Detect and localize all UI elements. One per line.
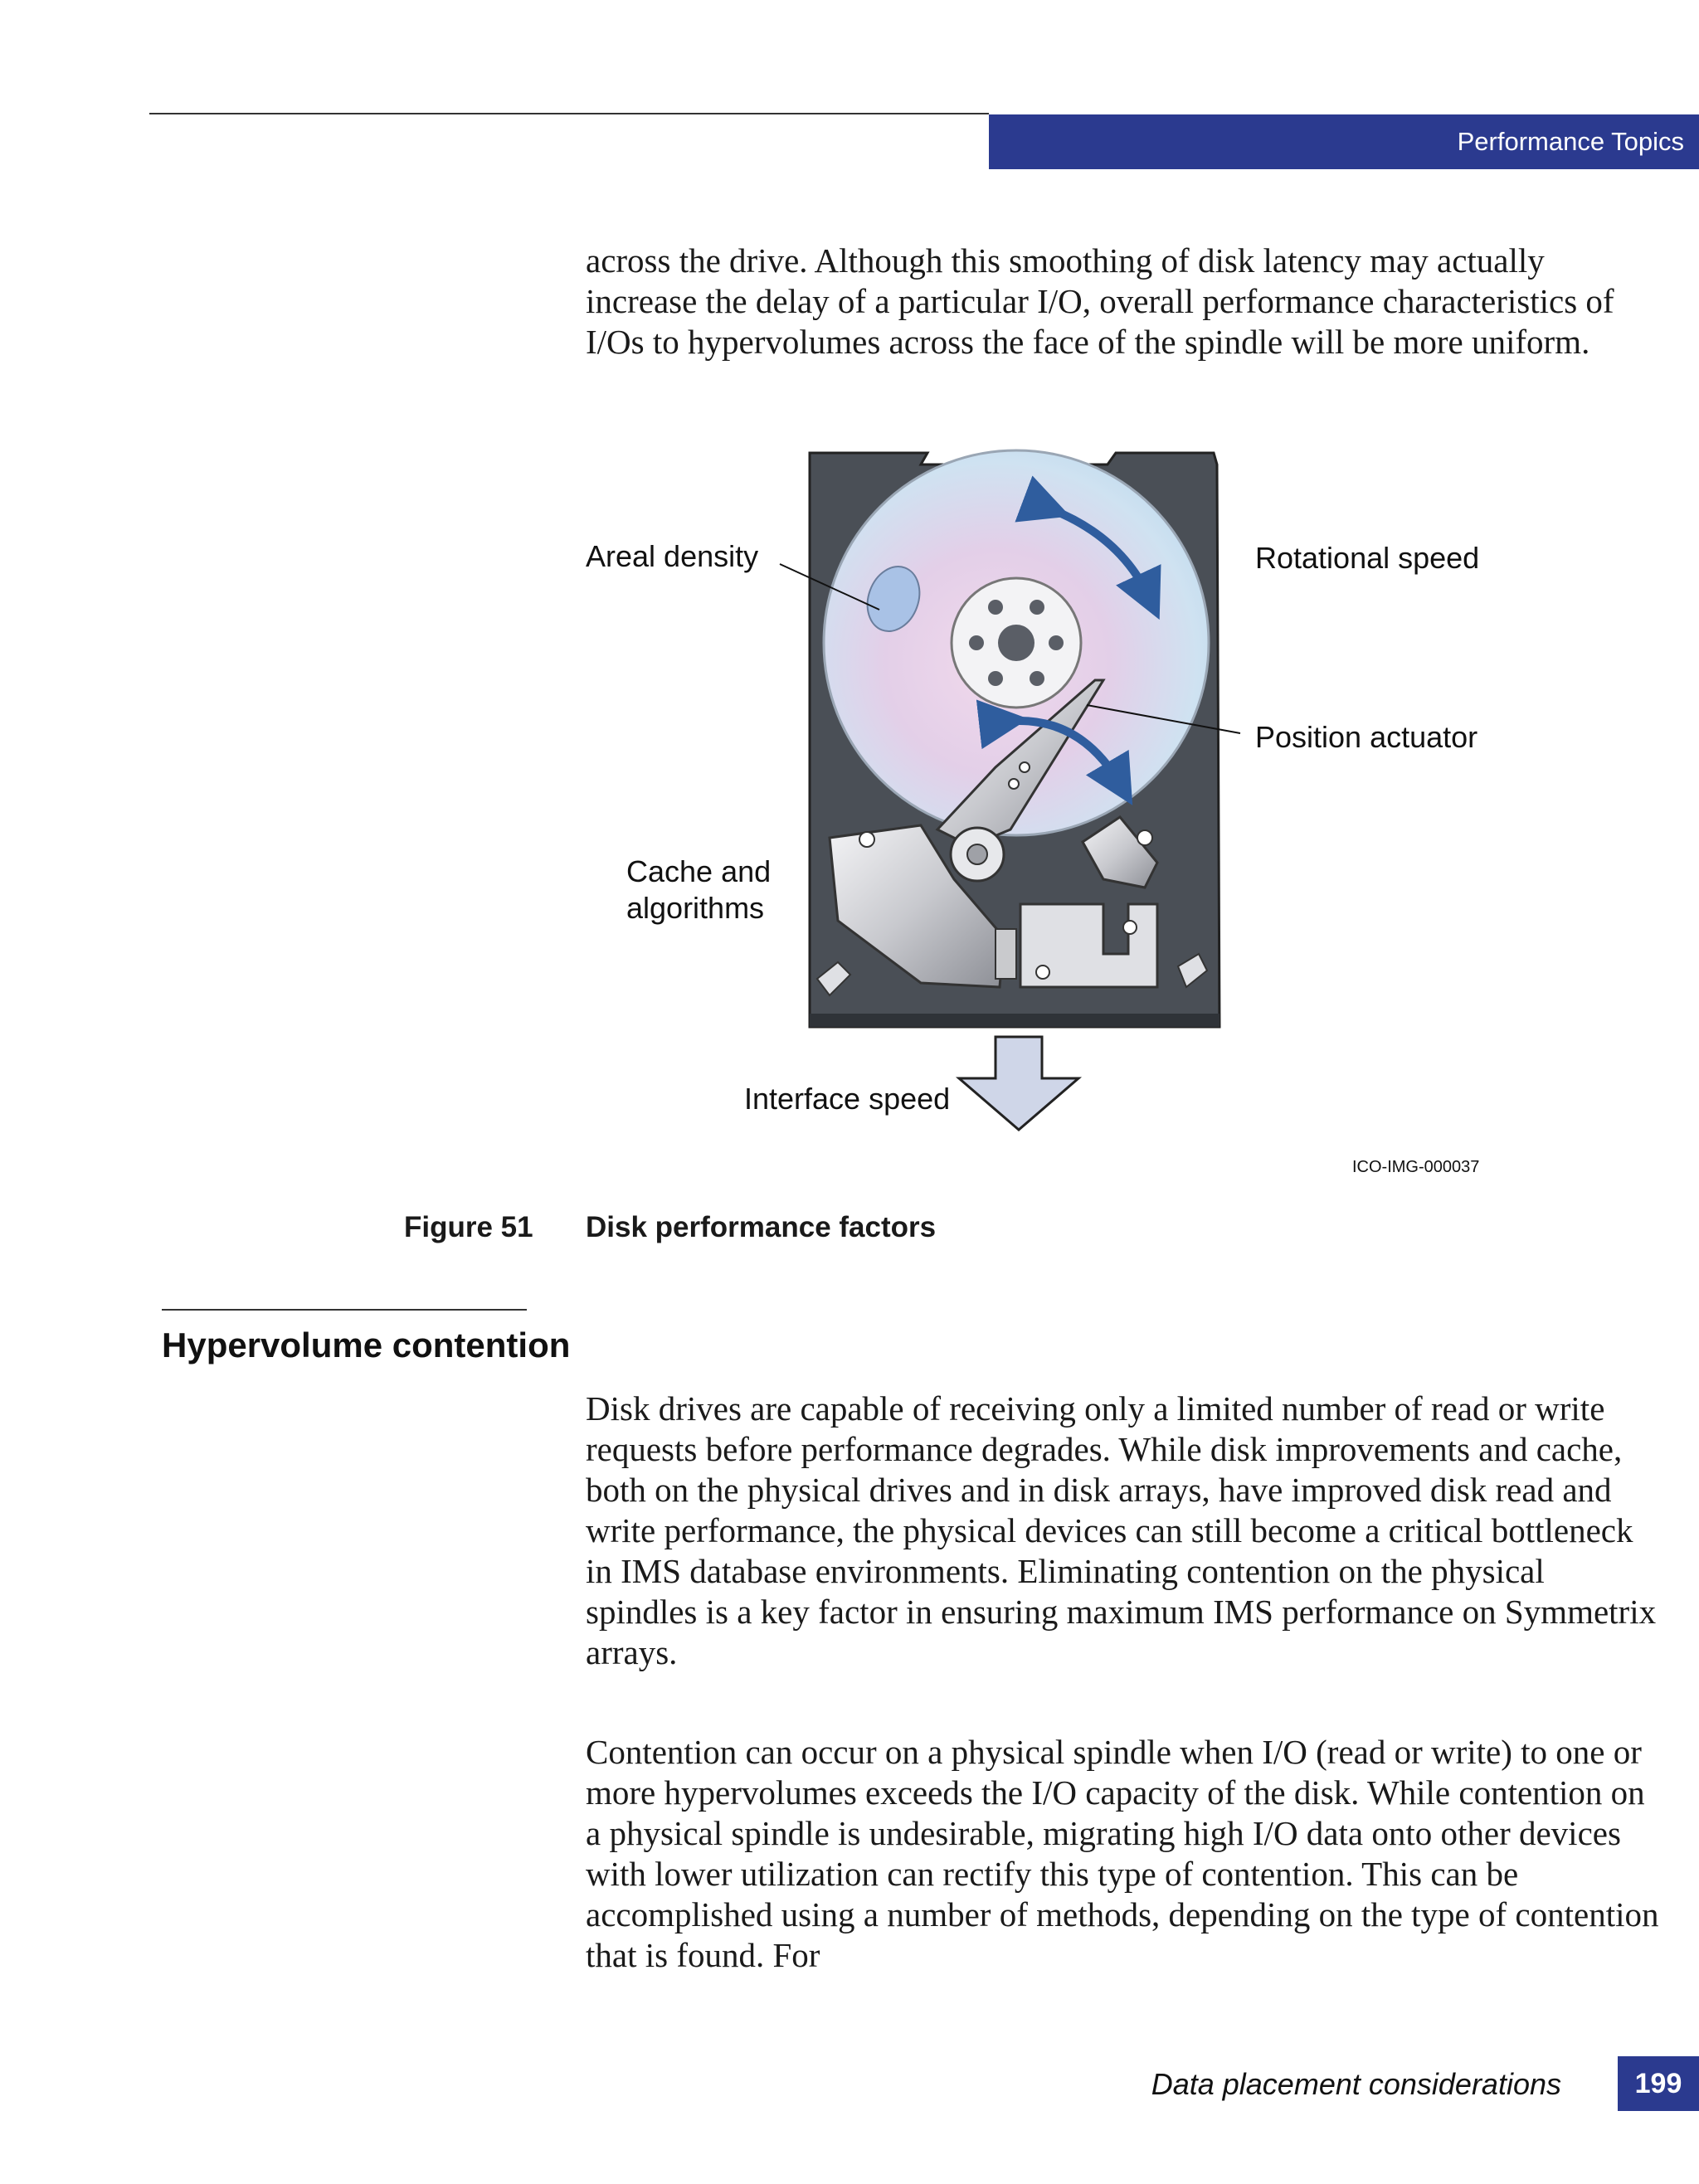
- figure-image-id: ICO-IMG-000037: [1352, 1158, 1480, 1176]
- areal-density-spot: [859, 559, 928, 639]
- section-paragraph-2: Contention can occur on a physical spindle when I/O (read or write) to one or more hypervolumes exceeds the I/O capacity of the disk. While contention on a physical spindle is undesirable, migrating high I/O data onto other devices with lower utilization can rectify this type of contention. This can be accomplished using a number of methods, depending on the type of contention that is found. For: [586, 1733, 1659, 1974]
- section-paragraph-1: Disk drives are capable of receiving only a limited number of read or write requests before performance degrades. While disk improvements and cache, both on the physical drives and in disk arrays, have improved disk read and write performance, the physical devices can still become a critical bottleneck in IMS database environments. Eliminating contention on the physical spindles is a key factor in ensuring maximum IMS performance on Symmetrix arrays.: [586, 1389, 1657, 1671]
- page-number-text: 199: [1634, 2067, 1682, 2099]
- spindle-hub: [952, 578, 1081, 708]
- running-header-title: Performance Topics: [1457, 127, 1684, 156]
- rotational-speed-arrow: [1047, 508, 1149, 597]
- label-interface-speed: Interface speed: [744, 1082, 951, 1116]
- label-cache-line1: Cache and: [626, 854, 772, 888]
- intro-paragraph: across the drive. Although this smoothing of disk latency may actually increase the delay of a particular I/O, overall performance characteristics of I/Os to hypervolumes across the face of the spindle will be more uniform.: [586, 241, 1614, 361]
- chassis-rim: [810, 1014, 1219, 1027]
- running-header: [989, 114, 1699, 169]
- section-rule: [162, 1309, 527, 1311]
- bracket-right: [1083, 817, 1157, 888]
- actuator-pivot: [951, 828, 1004, 881]
- figure-caption: Disk performance factors: [586, 1211, 937, 1243]
- connector-block: [1020, 904, 1157, 987]
- section-heading: Hypervolume contention: [162, 1325, 571, 1364]
- label-rotational-speed: Rotational speed: [1255, 541, 1480, 575]
- label-position-actuator: Position actuator: [1255, 720, 1478, 754]
- areal-density-leader: [780, 564, 879, 610]
- header-rule: [149, 113, 989, 114]
- label-cache-line2: algorithms: [626, 891, 765, 925]
- figure-number: Figure 51: [404, 1211, 533, 1243]
- interface-speed-arrow: [959, 1037, 1078, 1130]
- disk-platter: [824, 450, 1209, 835]
- footer-title: Data placement considerations: [1151, 2067, 1561, 2101]
- actuator-movement-arrow: [1004, 721, 1120, 784]
- drive-chassis: [810, 453, 1219, 1027]
- actuator-arm: [937, 680, 1103, 846]
- page-number: [1618, 2056, 1699, 2111]
- label-areal-density: Areal density: [586, 539, 759, 573]
- magnet-assembly: [830, 825, 1004, 987]
- position-actuator-leader: [1087, 705, 1240, 733]
